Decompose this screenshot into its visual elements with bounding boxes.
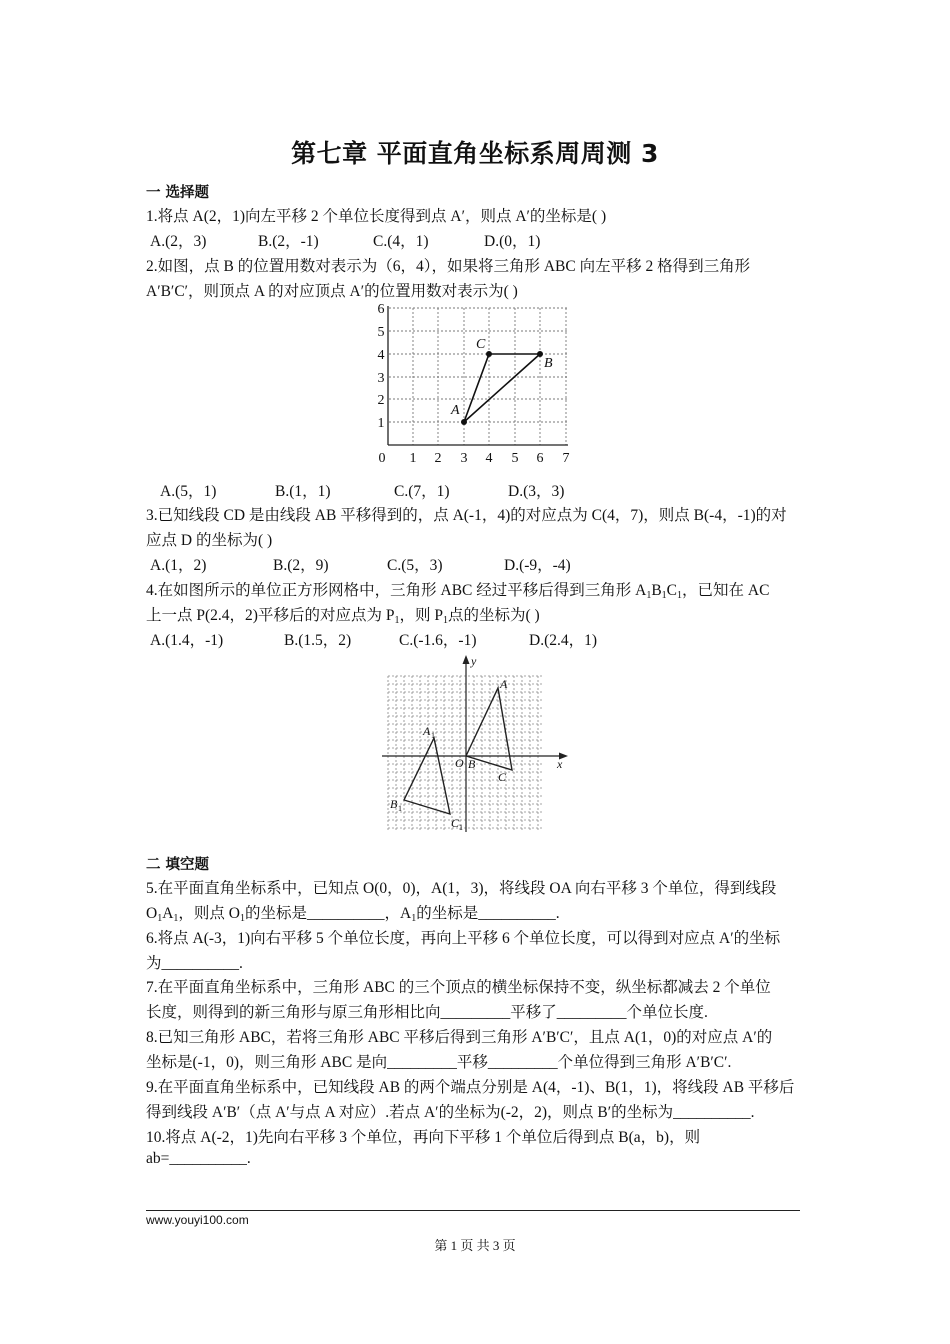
svg-text:1: 1 xyxy=(459,823,463,832)
point-c xyxy=(486,351,492,357)
option-d: D.(3，3) xyxy=(508,483,565,500)
label-b: B xyxy=(544,356,553,371)
question-2-line-1: 2.如图，点 B 的位置用数对表示为（6，4），如果将三角形 ABC 向左平移 2 格得到三角形 xyxy=(146,258,751,275)
question-6-line-2: 为__________. xyxy=(146,955,243,972)
page-title: 第七章 平面直角坐标系周周测 3 xyxy=(291,139,659,168)
x-tick: 2 xyxy=(434,451,442,466)
label-b1: B xyxy=(390,797,398,811)
section-heading-choice: 一 选择题 xyxy=(146,185,210,201)
footer-divider xyxy=(146,1210,800,1211)
option-a: A.(5，1) xyxy=(160,483,217,500)
question-7-line-2: 长度，则得到的新三角形与原三角形相比向_________平移了_________个单位长度. xyxy=(146,1004,708,1021)
x-tick: 1 xyxy=(409,451,417,466)
triangle-abc xyxy=(464,354,540,422)
question-7-line-1: 7.在平面直角坐标系中，三角形 ABC 的三个顶点的横坐标保持不变，纵坐标都减去 2 个单位 xyxy=(146,979,771,996)
page-number: 第 1 页 共 3 页 xyxy=(434,1238,516,1253)
y-tick: 5 xyxy=(377,325,385,340)
label-a: A xyxy=(451,403,460,418)
question-9-line-1: 9.在平面直角坐标系中，已知线段 AB 的两个端点分别是 A(4，-1)、B(1，1)，将线段 AB 平移后 xyxy=(146,1079,795,1096)
question-3-line-2: 应点 D 的坐标为( ) xyxy=(146,532,273,549)
question-6-line-1: 6.将点 A(-3，1)向右平移 5 个单位长度，再向上平移 6 个单位长度，可以得到对应点 A′的坐标 xyxy=(146,930,781,947)
option-d: D.(-9，-4) xyxy=(504,557,571,574)
x-axis-label: x xyxy=(557,757,563,771)
y-tick: 4 xyxy=(377,348,385,363)
option-b: B.(2，-1) xyxy=(258,233,319,250)
question-9-line-2: 得到线段 A′B′（点 A′与点 A 对应）.若点 A′的坐标为(-2，2)，则点 B′的坐标为__________. xyxy=(146,1104,755,1121)
option-a: A.(2，3) xyxy=(150,233,207,250)
option-b: B.(2，9) xyxy=(273,557,329,574)
question-1-text: 1.将点 A(2，1)向左平移 2 个单位长度得到点 A′，则点 A′的坐标是( ) xyxy=(146,208,607,225)
x-tick: 5 xyxy=(511,451,519,466)
x-tick: 4 xyxy=(485,451,493,466)
label-b: B xyxy=(468,757,476,771)
option-b: B.(1，1) xyxy=(275,483,331,500)
option-c: C.(5，3) xyxy=(387,557,443,574)
origin-label: O xyxy=(455,756,464,770)
x-tick: 7 xyxy=(562,451,570,466)
option-a: A.(1，2) xyxy=(150,557,207,574)
option-d: D.(0，1) xyxy=(484,233,541,250)
y-axis-label: y xyxy=(471,654,477,668)
question-3-line-1: 3.已知线段 CD 是由线段 AB 平移得到的，点 A(-1，4)的对应点为 C(4，7)，则点 B(-4，-1)的对 xyxy=(146,507,787,524)
option-c: C.(7，1) xyxy=(394,483,450,500)
label-c1: C xyxy=(451,816,460,830)
point-b xyxy=(537,351,543,357)
label-c: C xyxy=(498,770,507,784)
label-c: C xyxy=(476,337,486,352)
x-tick: 3 xyxy=(460,451,468,466)
option-b: B.(1.5，2) xyxy=(284,632,352,649)
question-8-line-1: 8.已知三角形 ABC，若将三角形 ABC 平移后得到三角形 A′B′C′，且点 A(1，0)的对应点 A′的 xyxy=(146,1029,773,1046)
question-5-line-1: 5.在平面直角坐标系中，已知点 O(0，0)，A(1，3)，将线段 OA 向右平移 3 个单位，得到线段 xyxy=(146,880,777,897)
question-8-line-2: 坐标是(-1，0)，则三角形 ABC 是向_________平移_________个单位得到三角形 A′B′C′. xyxy=(146,1054,732,1071)
section-heading-fill: 二 填空题 xyxy=(146,857,210,873)
question-10-line-1: 10.将点 A(-2，1)先向右平移 3 个单位，再向下平移 1 个单位后得到点 B(a，b)，则 xyxy=(146,1129,701,1146)
figure-1-grid xyxy=(370,298,580,468)
label-a: A xyxy=(500,677,508,691)
y-tick: 1 xyxy=(377,416,385,431)
y-tick: 2 xyxy=(377,393,385,408)
triangle-a1b1c1 xyxy=(404,738,450,814)
option-d: D.(2.4，1) xyxy=(529,632,598,649)
option-a: A.(1.4，-1) xyxy=(150,632,224,649)
x-tick: 6 xyxy=(536,451,544,466)
question-5-line-2: $O_1A_1$，则点 $O_1$的坐标是__________，$A_1$的坐标是__________. xyxy=(146,905,560,924)
x-tick: 0 xyxy=(378,451,386,466)
question-4-line-2: 上一点 P(2.4，2)平移后的对应点为 $P_1$，则 $P_1$点的坐标为( ) xyxy=(146,607,540,626)
y-tick: 3 xyxy=(377,371,385,386)
question-4-line-1: 4.在如图所示的单位正方形网格中，三角形 ABC 经过平移后得到三角形 $A_1B_1C_1$，已知在 AC xyxy=(146,582,770,601)
figure-2-coordinate-grid xyxy=(378,652,574,834)
question-2-line-2: A′B′C′，则顶点 A 的对应顶点 A′的位置用数对表示为( ) xyxy=(146,283,518,300)
question-10-line-2: ab=__________. xyxy=(146,1150,251,1167)
footer-url[interactable]: www.youyi100.com xyxy=(146,1213,249,1227)
point-a xyxy=(461,419,467,425)
y-tick: 6 xyxy=(377,302,385,317)
label-a1: A xyxy=(423,724,431,738)
option-c: C.(4，1) xyxy=(373,233,429,250)
svg-text:1: 1 xyxy=(398,804,402,813)
option-c: C.(-1.6，-1) xyxy=(399,632,477,649)
svg-text:1: 1 xyxy=(431,731,435,740)
